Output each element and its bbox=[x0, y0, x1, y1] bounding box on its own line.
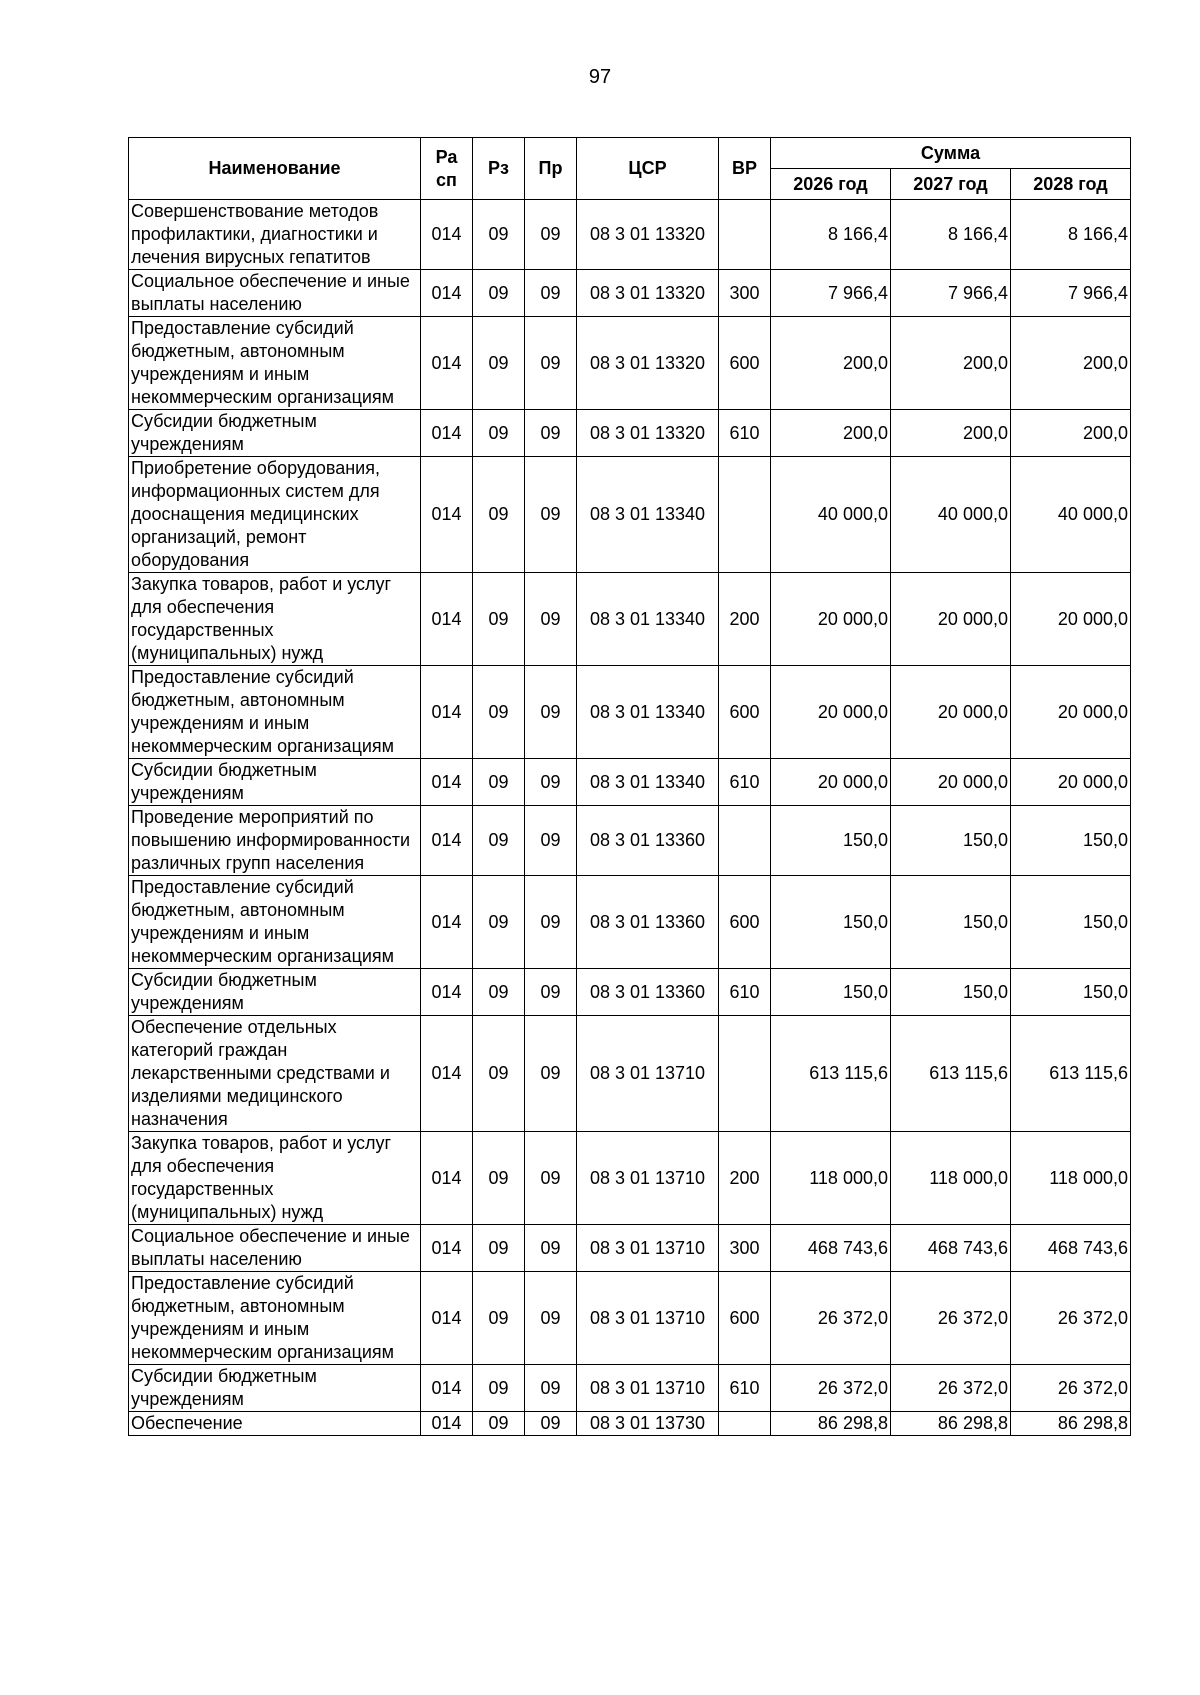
cell-rasp: 014 bbox=[421, 759, 473, 806]
table-row bbox=[129, 457, 1131, 573]
cell-2027: 150,0 bbox=[891, 806, 1011, 876]
cell-rz: 09 bbox=[473, 759, 525, 806]
cell-2028: 613 115,6 bbox=[1011, 1016, 1131, 1132]
cell-name: Социальное обеспечение и иные выплаты населению bbox=[129, 270, 421, 317]
cell-rz: 09 bbox=[473, 410, 525, 457]
header-name: Наименование bbox=[129, 138, 421, 200]
table-row bbox=[129, 317, 1131, 410]
table-row bbox=[129, 573, 1131, 666]
cell-vr: 610 bbox=[719, 759, 771, 806]
table-row bbox=[129, 969, 1131, 1016]
cell-2026: 200,0 bbox=[771, 317, 891, 410]
cell-2026: 8 166,4 bbox=[771, 200, 891, 270]
cell-rz: 09 bbox=[473, 1016, 525, 1132]
cell-pr: 09 bbox=[525, 759, 577, 806]
cell-name: Закупка товаров, работ и услуг для обеспечения государственных (муниципальных) нужд bbox=[129, 573, 421, 666]
cell-vr: 610 bbox=[719, 969, 771, 1016]
table-row bbox=[129, 759, 1131, 806]
cell-csr: 08 3 01 13340 bbox=[577, 666, 719, 759]
cell-2027: 20 000,0 bbox=[891, 573, 1011, 666]
cell-vr: 610 bbox=[719, 410, 771, 457]
cell-2028: 40 000,0 bbox=[1011, 457, 1131, 573]
cell-pr: 09 bbox=[525, 200, 577, 270]
cell-2028: 150,0 bbox=[1011, 969, 1131, 1016]
cell-vr bbox=[719, 1412, 771, 1436]
cell-2027: 86 298,8 bbox=[891, 1412, 1011, 1436]
cell-name: Предоставление субсидий бюджетным, автономным учреждениям и иным некоммерческим организациям bbox=[129, 876, 421, 969]
cell-2027: 20 000,0 bbox=[891, 759, 1011, 806]
cell-pr: 09 bbox=[525, 876, 577, 969]
cell-csr: 08 3 01 13340 bbox=[577, 759, 719, 806]
cell-csr: 08 3 01 13360 bbox=[577, 876, 719, 969]
cell-vr: 200 bbox=[719, 573, 771, 666]
cell-vr: 300 bbox=[719, 270, 771, 317]
cell-pr: 09 bbox=[525, 1412, 577, 1436]
cell-2028: 150,0 bbox=[1011, 876, 1131, 969]
cell-csr: 08 3 01 13360 bbox=[577, 969, 719, 1016]
cell-2028: 20 000,0 bbox=[1011, 666, 1131, 759]
cell-vr: 600 bbox=[719, 317, 771, 410]
cell-2027: 150,0 bbox=[891, 969, 1011, 1016]
cell-2027: 20 000,0 bbox=[891, 666, 1011, 759]
cell-name: Предоставление субсидий бюджетным, автономным учреждениям и иным некоммерческим организациям bbox=[129, 317, 421, 410]
cell-2028: 26 372,0 bbox=[1011, 1365, 1131, 1412]
cell-rasp: 014 bbox=[421, 573, 473, 666]
cell-vr bbox=[719, 200, 771, 270]
cell-csr: 08 3 01 13710 bbox=[577, 1225, 719, 1272]
cell-rasp: 014 bbox=[421, 806, 473, 876]
cell-name: Социальное обеспечение и иные выплаты населению bbox=[129, 1225, 421, 1272]
cell-2026: 26 372,0 bbox=[771, 1272, 891, 1365]
cell-2028: 200,0 bbox=[1011, 410, 1131, 457]
cell-2028: 118 000,0 bbox=[1011, 1132, 1131, 1225]
cell-pr: 09 bbox=[525, 270, 577, 317]
header-2028: 2028 год bbox=[1011, 169, 1131, 200]
cell-rz: 09 bbox=[473, 270, 525, 317]
cell-rasp: 014 bbox=[421, 200, 473, 270]
cell-rasp: 014 bbox=[421, 1365, 473, 1412]
cell-pr: 09 bbox=[525, 317, 577, 410]
cell-pr: 09 bbox=[525, 806, 577, 876]
cell-pr: 09 bbox=[525, 410, 577, 457]
cell-csr: 08 3 01 13320 bbox=[577, 317, 719, 410]
table-row bbox=[129, 410, 1131, 457]
cell-rasp: 014 bbox=[421, 410, 473, 457]
table-row bbox=[129, 876, 1131, 969]
header-sum: Сумма bbox=[771, 138, 1131, 169]
table-row bbox=[129, 1225, 1131, 1272]
cell-rz: 09 bbox=[473, 806, 525, 876]
cell-2028: 468 743,6 bbox=[1011, 1225, 1131, 1272]
cell-csr: 08 3 01 13710 bbox=[577, 1365, 719, 1412]
cell-2026: 150,0 bbox=[771, 806, 891, 876]
cell-2026: 86 298,8 bbox=[771, 1412, 891, 1436]
table-row bbox=[129, 200, 1131, 270]
cell-2026: 26 372,0 bbox=[771, 1365, 891, 1412]
cell-pr: 09 bbox=[525, 1272, 577, 1365]
cell-vr: 200 bbox=[719, 1132, 771, 1225]
cell-name: Субсидии бюджетным учреждениям bbox=[129, 410, 421, 457]
cell-rz: 09 bbox=[473, 317, 525, 410]
cell-2026: 20 000,0 bbox=[771, 759, 891, 806]
cell-2028: 26 372,0 bbox=[1011, 1272, 1131, 1365]
cell-2028: 86 298,8 bbox=[1011, 1412, 1131, 1436]
cell-pr: 09 bbox=[525, 1365, 577, 1412]
cell-rz: 09 bbox=[473, 1132, 525, 1225]
header-csr: ЦСР bbox=[577, 138, 719, 200]
cell-csr: 08 3 01 13730 bbox=[577, 1412, 719, 1436]
cell-rz: 09 bbox=[473, 1365, 525, 1412]
cell-vr: 300 bbox=[719, 1225, 771, 1272]
cell-name: Субсидии бюджетным учреждениям bbox=[129, 1365, 421, 1412]
header-2026: 2026 год bbox=[771, 169, 891, 200]
cell-vr bbox=[719, 457, 771, 573]
table-header bbox=[129, 138, 1131, 200]
cell-2028: 7 966,4 bbox=[1011, 270, 1131, 317]
cell-pr: 09 bbox=[525, 666, 577, 759]
cell-vr bbox=[719, 806, 771, 876]
header-vr: ВР bbox=[719, 138, 771, 200]
cell-2028: 150,0 bbox=[1011, 806, 1131, 876]
cell-pr: 09 bbox=[525, 573, 577, 666]
cell-pr: 09 bbox=[525, 457, 577, 573]
cell-2028: 8 166,4 bbox=[1011, 200, 1131, 270]
cell-name: Совершенствование методов профилактики, диагностики и лечения вирусных гепатитов bbox=[129, 200, 421, 270]
cell-2027: 613 115,6 bbox=[891, 1016, 1011, 1132]
header-2027: 2027 год bbox=[891, 169, 1011, 200]
table-row bbox=[129, 270, 1131, 317]
cell-2026: 20 000,0 bbox=[771, 573, 891, 666]
cell-csr: 08 3 01 13320 bbox=[577, 270, 719, 317]
cell-2026: 7 966,4 bbox=[771, 270, 891, 317]
cell-name: Закупка товаров, работ и услуг для обеспечения государственных (муниципальных) нужд bbox=[129, 1132, 421, 1225]
cell-csr: 08 3 01 13710 bbox=[577, 1016, 719, 1132]
cell-rz: 09 bbox=[473, 1412, 525, 1436]
cell-rz: 09 bbox=[473, 573, 525, 666]
cell-2028: 20 000,0 bbox=[1011, 573, 1131, 666]
cell-csr: 08 3 01 13320 bbox=[577, 410, 719, 457]
cell-vr: 610 bbox=[719, 1365, 771, 1412]
cell-rz: 09 bbox=[473, 1272, 525, 1365]
cell-rasp: 014 bbox=[421, 1412, 473, 1436]
cell-rz: 09 bbox=[473, 457, 525, 573]
cell-csr: 08 3 01 13340 bbox=[577, 457, 719, 573]
cell-vr: 600 bbox=[719, 1272, 771, 1365]
cell-name: Предоставление субсидий бюджетным, автономным учреждениям и иным некоммерческим организациям bbox=[129, 1272, 421, 1365]
header-rz: Рз bbox=[473, 138, 525, 200]
cell-rz: 09 bbox=[473, 200, 525, 270]
cell-rasp: 014 bbox=[421, 457, 473, 573]
cell-rz: 09 bbox=[473, 969, 525, 1016]
cell-vr: 600 bbox=[719, 666, 771, 759]
table-row bbox=[129, 1016, 1131, 1132]
cell-name: Обеспечение отдельных категорий граждан лекарственными средствами и изделиями медицинского назначения bbox=[129, 1016, 421, 1132]
budget-table bbox=[128, 137, 1131, 1436]
cell-2026: 613 115,6 bbox=[771, 1016, 891, 1132]
cell-pr: 09 bbox=[525, 969, 577, 1016]
cell-rasp: 014 bbox=[421, 876, 473, 969]
cell-rasp: 014 bbox=[421, 1132, 473, 1225]
cell-csr: 08 3 01 13320 bbox=[577, 200, 719, 270]
cell-2027: 200,0 bbox=[891, 410, 1011, 457]
table-row bbox=[129, 666, 1131, 759]
cell-vr bbox=[719, 1016, 771, 1132]
cell-name: Обеспечение bbox=[129, 1412, 421, 1436]
cell-2027: 118 000,0 bbox=[891, 1132, 1011, 1225]
header-pr: Пр bbox=[525, 138, 577, 200]
cell-csr: 08 3 01 13340 bbox=[577, 573, 719, 666]
cell-2027: 8 166,4 bbox=[891, 200, 1011, 270]
cell-rasp: 014 bbox=[421, 270, 473, 317]
cell-rasp: 014 bbox=[421, 666, 473, 759]
cell-2027: 40 000,0 bbox=[891, 457, 1011, 573]
cell-2027: 26 372,0 bbox=[891, 1365, 1011, 1412]
cell-name: Субсидии бюджетным учреждениям bbox=[129, 969, 421, 1016]
cell-2026: 118 000,0 bbox=[771, 1132, 891, 1225]
cell-2028: 200,0 bbox=[1011, 317, 1131, 410]
cell-name: Предоставление субсидий бюджетным, автономным учреждениям и иным некоммерческим организациям bbox=[129, 666, 421, 759]
cell-2026: 40 000,0 bbox=[771, 457, 891, 573]
cell-2027: 26 372,0 bbox=[891, 1272, 1011, 1365]
cell-name: Субсидии бюджетным учреждениям bbox=[129, 759, 421, 806]
cell-rasp: 014 bbox=[421, 317, 473, 410]
cell-2027: 150,0 bbox=[891, 876, 1011, 969]
cell-2027: 200,0 bbox=[891, 317, 1011, 410]
cell-name: Приобретение оборудования, информационных систем для дооснащения медицинских организаций, ремонт оборудования bbox=[129, 457, 421, 573]
header-rasp: Ра сп bbox=[421, 138, 473, 200]
cell-2026: 150,0 bbox=[771, 969, 891, 1016]
cell-rasp: 014 bbox=[421, 1272, 473, 1365]
cell-2027: 7 966,4 bbox=[891, 270, 1011, 317]
cell-vr: 600 bbox=[719, 876, 771, 969]
cell-name: Проведение мероприятий по повышению информированности различных групп населения bbox=[129, 806, 421, 876]
cell-2026: 200,0 bbox=[771, 410, 891, 457]
cell-csr: 08 3 01 13360 bbox=[577, 806, 719, 876]
cell-2027: 468 743,6 bbox=[891, 1225, 1011, 1272]
table-row bbox=[129, 1272, 1131, 1365]
table-body bbox=[129, 200, 1131, 1436]
table-row bbox=[129, 806, 1131, 876]
cell-pr: 09 bbox=[525, 1132, 577, 1225]
cell-rz: 09 bbox=[473, 666, 525, 759]
table-row bbox=[129, 1412, 1131, 1436]
cell-2026: 20 000,0 bbox=[771, 666, 891, 759]
cell-csr: 08 3 01 13710 bbox=[577, 1272, 719, 1365]
cell-rasp: 014 bbox=[421, 969, 473, 1016]
table-row bbox=[129, 1365, 1131, 1412]
page-number: 97 bbox=[588, 66, 612, 88]
cell-csr: 08 3 01 13710 bbox=[577, 1132, 719, 1225]
cell-rasp: 014 bbox=[421, 1225, 473, 1272]
cell-pr: 09 bbox=[525, 1225, 577, 1272]
cell-pr: 09 bbox=[525, 1016, 577, 1132]
table-row bbox=[129, 1132, 1131, 1225]
cell-2026: 468 743,6 bbox=[771, 1225, 891, 1272]
cell-rz: 09 bbox=[473, 876, 525, 969]
cell-rasp: 014 bbox=[421, 1016, 473, 1132]
cell-rz: 09 bbox=[473, 1225, 525, 1272]
cell-2026: 150,0 bbox=[771, 876, 891, 969]
cell-2028: 20 000,0 bbox=[1011, 759, 1131, 806]
